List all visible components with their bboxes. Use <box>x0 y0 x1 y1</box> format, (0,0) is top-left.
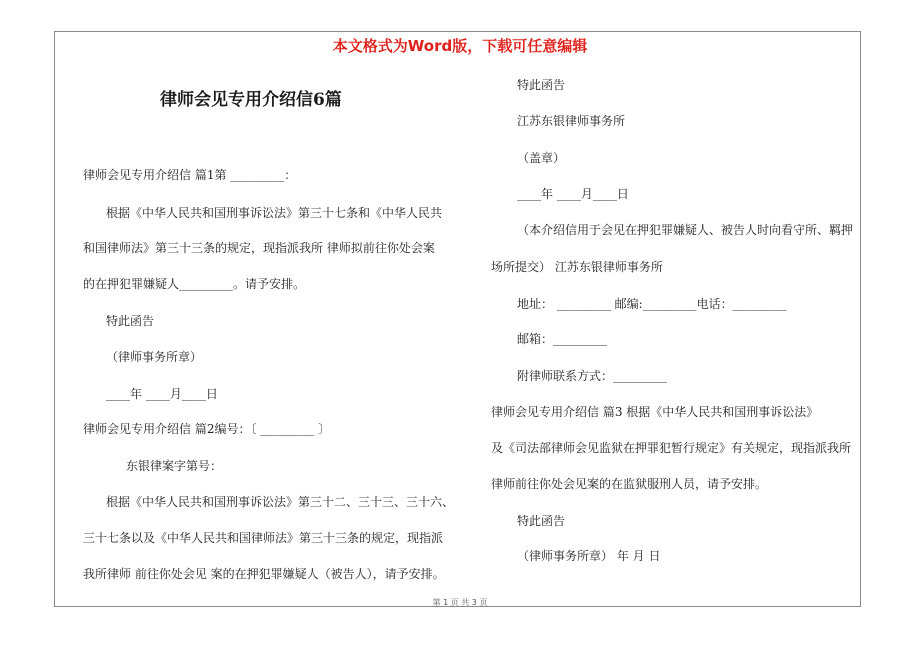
right-line-7: 地址： _________ 邮编:_________电话：_________ <box>517 297 787 311</box>
right-line-14: （律师事务所章） 年 月 日 <box>517 549 661 563</box>
left-line-4: 的在押犯罪嫌疑人_________。请予安排。 <box>83 277 306 291</box>
left-line-11: 三十七条以及《中华人民共和国律师法》第三十三条的规定，现指派 <box>83 531 444 545</box>
left-line-2: 根据《中华人民共和国刑事诉讼法》第三十七条和《中华人民共 <box>106 206 443 220</box>
left-line-7: ____年 ____月____日 <box>106 387 218 401</box>
right-line-1: 特此函告 <box>517 78 566 92</box>
word-format-notice: 本文格式为Word版，下载可任意编辑 <box>332 37 588 55</box>
right-line-8: 邮箱：_________ <box>517 332 608 346</box>
page-border <box>54 31 861 607</box>
left-line-10: 根据《中华人民共和国刑事诉讼法》第三十二、三十三、三十六、 <box>106 495 455 509</box>
left-line-5: 特此函告 <box>106 314 155 328</box>
left-line-1: 律师会见专用介绍信 篇1第 _________： <box>83 168 297 182</box>
right-line-9: 附律师联系方式：_________ <box>517 369 668 383</box>
right-line-6: 场所提交） 江苏东银律师事务所 <box>491 260 663 274</box>
right-line-11: 及《司法部律师会见监狱在押罪犯暂行规定》有关规定，现指派我所 <box>491 441 852 455</box>
right-line-2: 江苏东银律师事务所 <box>517 114 626 128</box>
document-title: 律师会见专用介绍信6篇 <box>160 90 342 110</box>
right-line-5: （本介绍信用于会见在押犯罪嫌疑人、被告人时向看守所、羁押 <box>517 223 854 237</box>
left-line-9: 东银律案字第号： <box>126 459 223 473</box>
right-line-10: 律师会见专用介绍信 篇3 根据《中华人民共和国刑事诉讼法》 <box>491 405 819 419</box>
left-line-8: 律师会见专用介绍信 篇2编号：〔 _________ 〕 <box>83 422 331 436</box>
right-line-13: 特此函告 <box>517 514 566 528</box>
left-line-12: 我所律师 前往你处会见 案的在押犯罪嫌疑人（被告人），请予安排。 <box>83 567 445 581</box>
left-line-3: 和国律师法》第三十三条的规定，现指派我所 律师拟前往你处会案 <box>83 241 435 255</box>
right-line-12: 律师前往你处会见案的在监狱服刑人员，请予安排。 <box>491 477 768 491</box>
right-line-4: ____年 ____月____日 <box>517 187 629 201</box>
left-line-6: （律师事务所章） <box>106 350 203 364</box>
page-footer: 第 1 页 共 3 页 <box>432 598 488 607</box>
right-line-3: （盖章） <box>517 151 566 165</box>
